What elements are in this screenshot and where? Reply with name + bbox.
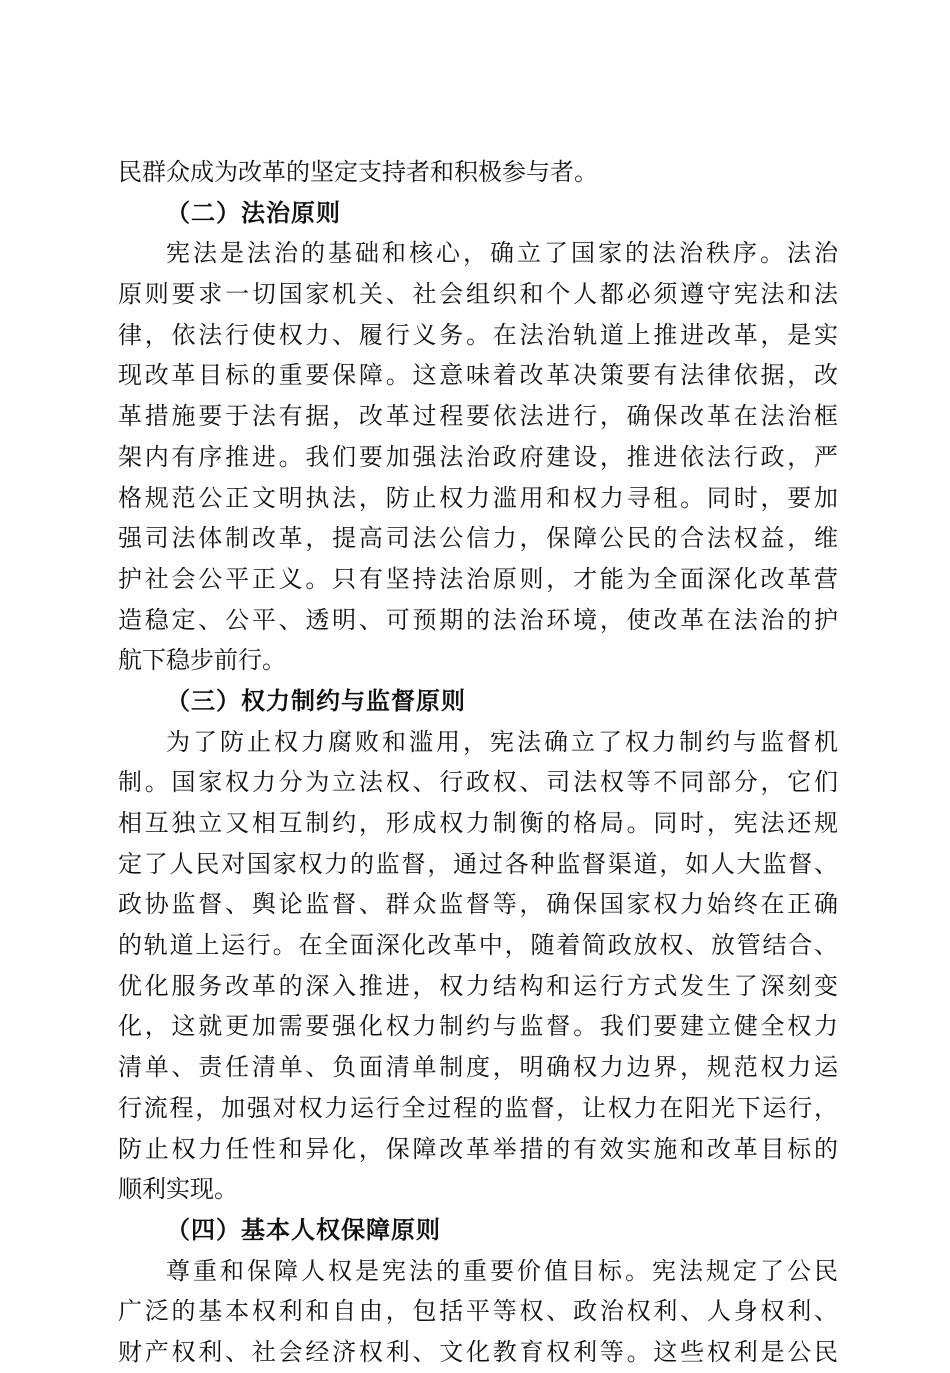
section-heading-rule-of-law: （二）法治原则: [166, 197, 341, 227]
paragraph-line: 行流程，加强对权力运行全过程的监督，让权力在阳光下运行，: [118, 1093, 838, 1122]
paragraph-line: 相互独立又相互制约，形成权力制衡的格局。同时，宪法还规: [118, 809, 838, 837]
paragraph-line: 的轨道上运行。在全面深化改革中，随着简政放权、放管结合、: [118, 931, 838, 960]
paragraph-line: 民群众成为改革的坚定支持者和积极参与者。: [118, 158, 598, 186]
paragraph-line: 防止权力任性和异化，保障改革举措的有效实施和改革目标的: [118, 1134, 838, 1163]
paragraph-line: 财产权利、社会经济权利、文化教育权利等。这些权利是公民: [118, 1337, 838, 1366]
paragraph-line: 尊重和保障人权是宪法的重要价值目标。宪法规定了公民: [166, 1256, 838, 1285]
paragraph-line: 现改革目标的重要保障。这意味着改革决策要有法律依据，改: [118, 361, 838, 390]
paragraph-line: 护社会公平正义。只有坚持法治原则，才能为全面深化改革营: [118, 564, 838, 593]
paragraph-line: 清单、责任清单、负面清单制度，明确权力边界，规范权力运: [118, 1053, 838, 1082]
paragraph-line: 架内有序推进。我们要加强法治政府建设，推进依法行政，严: [118, 442, 838, 471]
paragraph-line: 化，这就更加需要强化权力制约与监督。我们要建立健全权力: [118, 1012, 838, 1041]
paragraph-line: 制。国家权力分为立法权、行政权、司法权等不同部分，它们: [118, 768, 838, 797]
paragraph-line: 为了防止权力腐败和滥用，宪法确立了权力制约与监督机: [166, 727, 838, 756]
section-heading-power-checks: （三）权力制约与监督原则: [166, 685, 466, 715]
paragraph-line: 造稳定、公平、透明、可预期的法治环境，使改革在法治的护: [118, 605, 838, 634]
paragraph-line: 原则要求一切国家机关、社会组织和个人都必须遵守宪法和法: [118, 280, 838, 309]
paragraph-line: 宪法是法治的基础和核心，确立了国家的法治秩序。法治: [166, 239, 838, 268]
paragraph-line: 顺利实现。: [118, 1175, 238, 1204]
paragraph-line: 革措施要于法有据，改革过程要依法进行，确保改革在法治框: [118, 402, 838, 431]
section-heading-human-rights: （四）基本人权保障原则: [166, 1214, 441, 1244]
paragraph-line: 强司法体制改革，提高司法公信力，保障公民的合法权益，维: [118, 524, 838, 553]
paragraph-line: 广泛的基本权利和自由，包括平等权、政治权利、人身权利、: [118, 1297, 838, 1326]
document-page: [118, 152, 838, 1373]
paragraph-line: 定了人民对国家权力的监督，通过各种监督渠道，如人大监督、: [118, 849, 838, 878]
paragraph-line: 律，依法行使权力、履行义务。在法治轨道上推进改革，是实: [118, 320, 838, 349]
paragraph-line: 优化服务改革的深入推进，权力结构和运行方式发生了深刻变: [118, 971, 838, 1000]
paragraph-line: 格规范公正文明执法，防止权力滥用和权力寻租。同时，要加: [118, 483, 838, 512]
paragraph-line: 政协监督、舆论监督、群众监督等，确保国家权力始终在正确: [118, 890, 838, 919]
paragraph-line: 航下稳步前行。: [118, 646, 286, 675]
